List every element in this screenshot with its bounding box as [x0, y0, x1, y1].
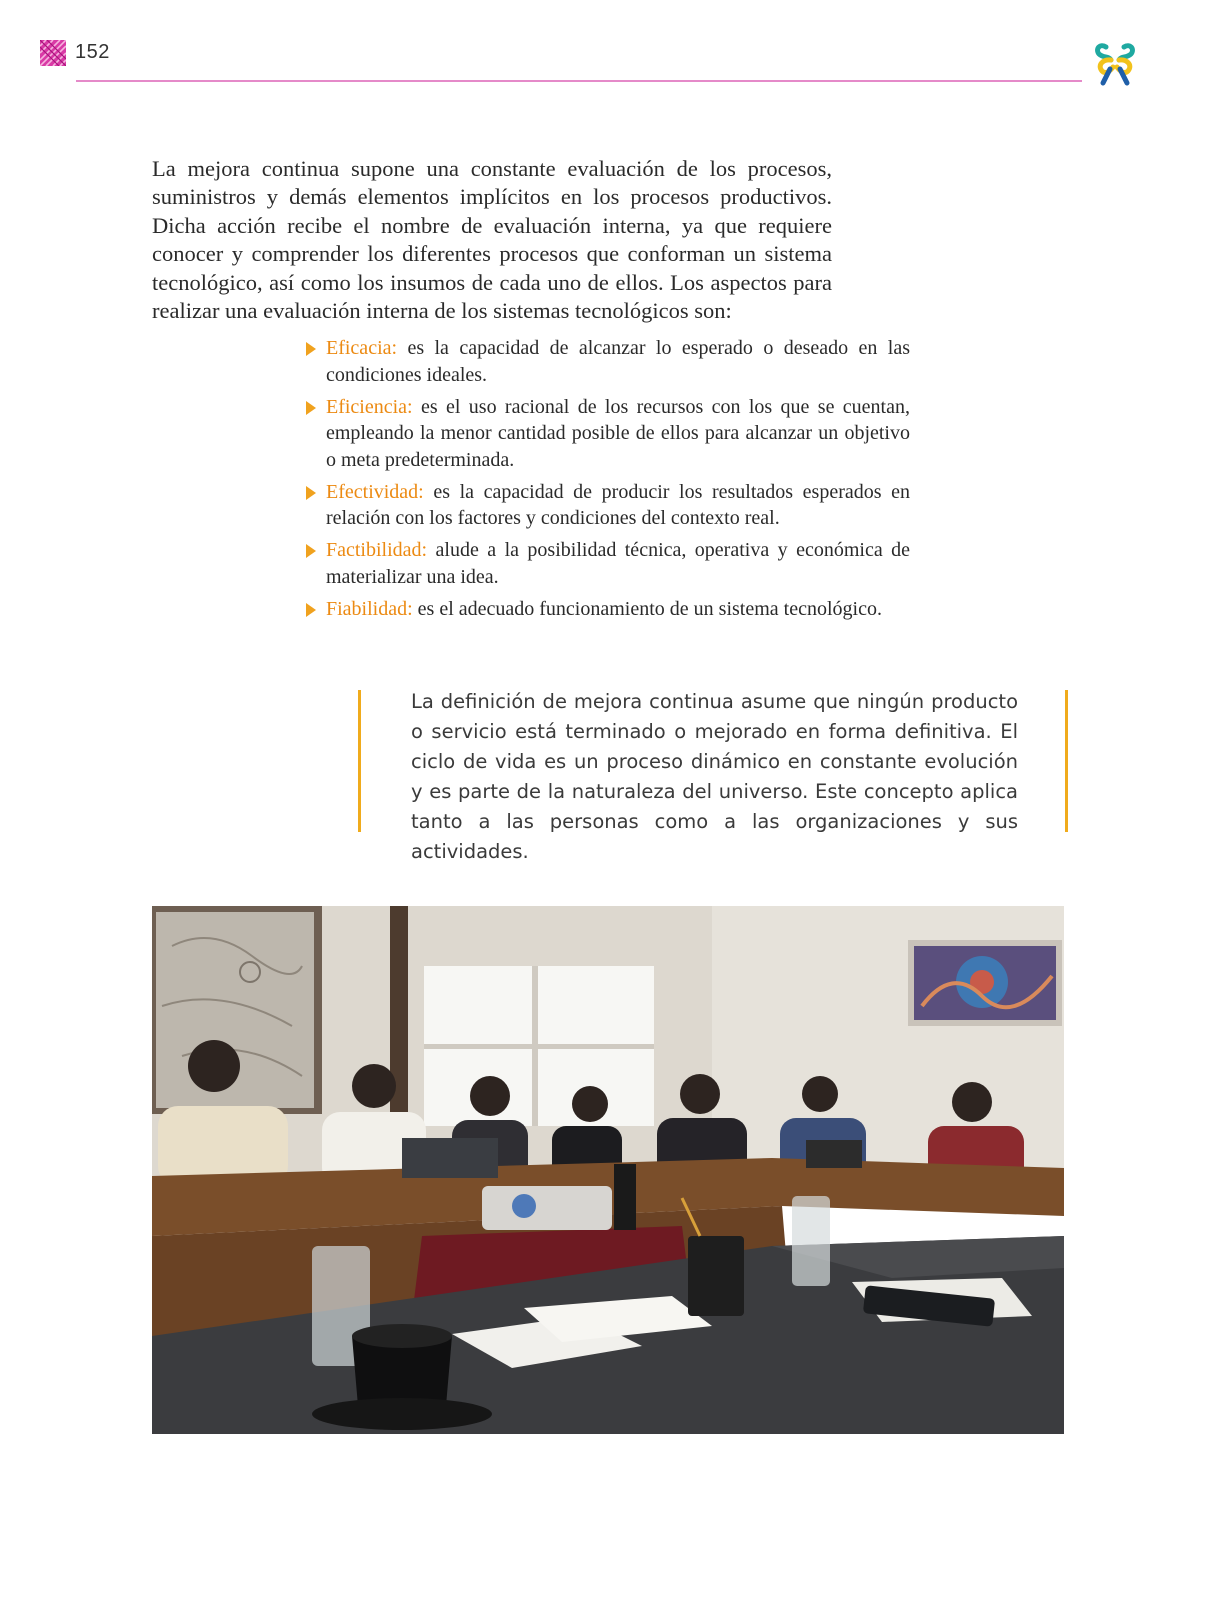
cross-figure-logo-icon	[1092, 41, 1138, 87]
bullet-triangle-icon	[306, 401, 316, 415]
aspect-definition: es la capacidad de producir los resultados esperados en relación con los factores y condiciones del contexto real.	[326, 480, 910, 529]
bullet-triangle-icon	[306, 342, 316, 356]
aspect-term: Eficacia:	[326, 337, 398, 359]
list-item	[306, 394, 910, 474]
corner-pattern-icon	[40, 40, 66, 66]
page-number: 152	[75, 41, 110, 63]
list-item	[306, 537, 910, 590]
aspect-definition: es la capacidad de alcanzar lo esperado o deseado en las condiciones ideales.	[326, 337, 910, 386]
meeting-photo	[152, 906, 1064, 1434]
aspect-term: Fiabilidad:	[326, 597, 413, 620]
header-rule	[76, 80, 1082, 82]
aspect-definition: alude a la posibilidad técnica, operativa y económica de materializar una idea.	[326, 539, 910, 588]
callout-text: La definición de mejora continua asume que ningún producto o servicio está terminado o mejorado en forma definitiva. El ciclo de vida es un proceso dinámico en constante evolución y es parte de la naturaleza del universo. Este concepto aplica tanto a las personas como a las organizaciones y sus actividades.	[411, 690, 1018, 863]
list-item	[306, 335, 910, 388]
aspect-term: Factibilidad:	[326, 539, 428, 561]
bullet-triangle-icon	[306, 486, 316, 500]
list-item	[306, 596, 910, 623]
callout-bar-left	[358, 690, 361, 832]
intro-paragraph: La mejora continua supone una constante evaluación de los procesos, suministros y demás elementos implícitos en los procesos productivos. Dicha acción recibe el nombre de evaluación interna, ya que requiere conocer y comprender los diferentes procesos que conforman un sistema tecnológico, así como los insumos de cada uno de ellos. Los aspectos para realizar una evaluación interna de los sistemas tecnológicos son:	[152, 156, 832, 324]
aspect-term: Eficiencia:	[326, 395, 413, 418]
aspects-list	[306, 335, 910, 628]
list-item	[306, 479, 910, 532]
aspect-definition: es el uso racional de los recursos con los que se cuentan, empleando la menor cantidad posible de ellos para alcanzar un objetivo o meta predeterminada.	[326, 395, 910, 471]
bullet-triangle-icon	[306, 544, 316, 558]
callout-bar-right	[1065, 690, 1068, 832]
aspect-term: Efectividad:	[326, 480, 424, 503]
bullet-triangle-icon	[306, 603, 316, 617]
aspect-definition: es el adecuado funcionamiento de un sistema tecnológico.	[412, 597, 882, 620]
